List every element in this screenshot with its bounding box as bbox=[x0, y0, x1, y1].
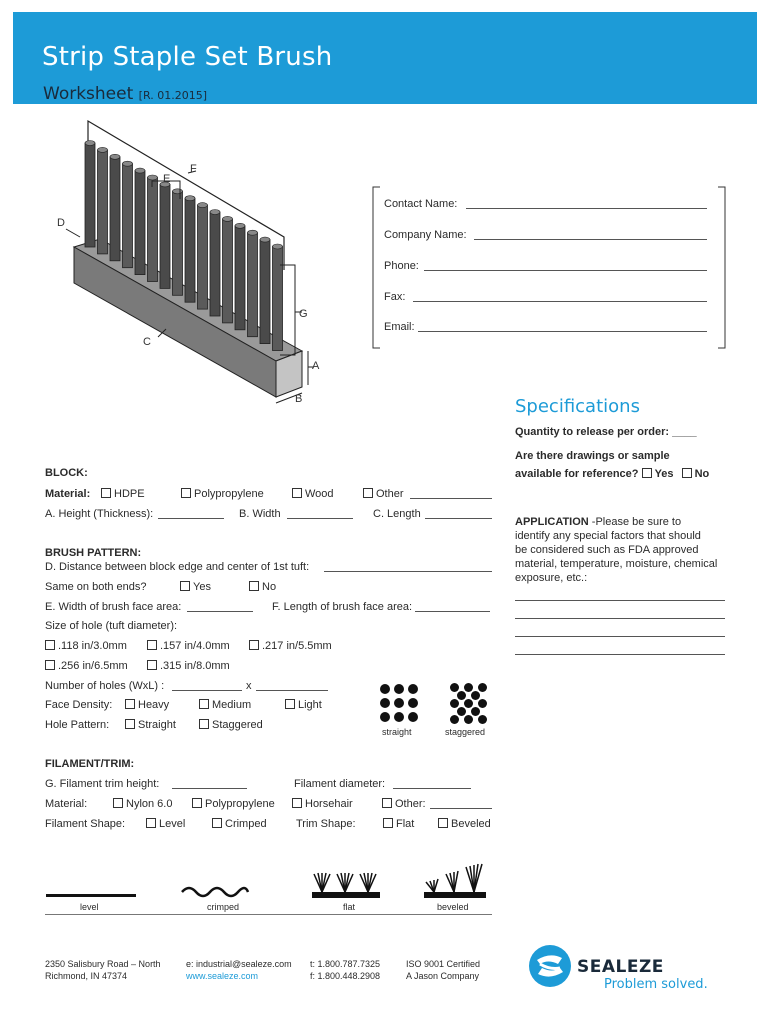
footer-phone: t: 1.800.787.7325 bbox=[310, 959, 381, 969]
footer-iso: ISO 9001 Certified bbox=[406, 959, 481, 969]
face-length-field[interactable] bbox=[415, 611, 490, 612]
label-b: B bbox=[295, 393, 303, 405]
brush-tuft bbox=[273, 247, 283, 351]
label-a: A bbox=[312, 360, 320, 372]
fax-label: Fax: bbox=[384, 291, 406, 303]
brush-tuft bbox=[85, 143, 95, 247]
block-heading: BLOCK: bbox=[45, 467, 88, 479]
beveled-label: Beveled bbox=[451, 818, 491, 830]
straight-label: Straight bbox=[138, 719, 176, 731]
drawings-question-line1: Are there drawings or sample bbox=[515, 450, 670, 462]
company-name-field[interactable] bbox=[474, 239, 707, 240]
drawings-question-line2 bbox=[515, 468, 709, 481]
density-heavy[interactable] bbox=[125, 699, 169, 712]
brush-tuft bbox=[123, 164, 133, 268]
filament-heading: FILAMENT/TRIM: bbox=[45, 758, 135, 770]
holes-x: x bbox=[246, 680, 252, 692]
flat-label: Flat bbox=[396, 818, 415, 830]
hole-size-label: Size of hole (tuft diameter): bbox=[45, 620, 178, 632]
email-label: Email: bbox=[384, 321, 415, 333]
application-field-2[interactable] bbox=[515, 618, 725, 619]
width-label: B. Width bbox=[239, 508, 281, 520]
specifications-heading: Specifications bbox=[515, 396, 640, 417]
option-nylon[interactable] bbox=[113, 798, 172, 811]
size-option-256[interactable] bbox=[45, 660, 128, 673]
option-beveled[interactable] bbox=[438, 818, 491, 831]
size-option-315[interactable] bbox=[147, 660, 230, 673]
brand-tagline: Problem solved. bbox=[604, 977, 708, 992]
size-256-checkbox[interactable] bbox=[45, 660, 55, 670]
brush-tuft-top bbox=[260, 237, 270, 242]
filament-other-label: Other: bbox=[395, 798, 426, 810]
distance-field[interactable] bbox=[324, 571, 492, 572]
sealeze-logo-icon bbox=[528, 944, 572, 988]
brush-tuft bbox=[223, 219, 233, 323]
brush-tuft-top bbox=[110, 154, 120, 159]
label-d: D bbox=[57, 217, 65, 229]
label-f: F bbox=[190, 163, 197, 175]
nylon-checkbox[interactable] bbox=[113, 798, 123, 808]
company-name-label: Company Name: bbox=[384, 229, 467, 241]
staggered-label: Staggered bbox=[212, 719, 263, 731]
horsehair-checkbox[interactable] bbox=[292, 798, 302, 808]
wood-label: Wood bbox=[305, 488, 334, 500]
size-157-checkbox[interactable] bbox=[147, 640, 157, 650]
size-315-label: .315 in/8.0mm bbox=[160, 660, 230, 672]
block-other-checkbox[interactable] bbox=[363, 488, 373, 498]
trim-height-label: G. Filament trim height: bbox=[45, 778, 160, 790]
size-118-label: .118 in/3.0mm bbox=[58, 640, 127, 652]
fax-field[interactable] bbox=[413, 301, 707, 302]
beveled-checkbox[interactable] bbox=[438, 818, 448, 828]
size-option-157[interactable] bbox=[147, 640, 230, 653]
brush-tuft-top bbox=[185, 196, 195, 201]
holes-length-field[interactable] bbox=[256, 690, 328, 691]
pattern-straight[interactable] bbox=[125, 719, 176, 732]
contact-name-label: Contact Name: bbox=[384, 198, 458, 210]
diameter-field[interactable] bbox=[393, 788, 471, 789]
option-crimped[interactable] bbox=[212, 818, 267, 831]
holes-label: Number of holes (WxL) : bbox=[45, 680, 165, 692]
page-subtitle bbox=[43, 84, 207, 104]
straight-pattern-icon bbox=[378, 682, 420, 724]
brush-tuft-top bbox=[98, 147, 108, 152]
footer-company: A Jason Company bbox=[406, 971, 480, 981]
distance-label: D. Distance between block edge and center of 1st tuft: bbox=[45, 561, 310, 573]
option-filament-other[interactable] bbox=[382, 798, 426, 811]
contact-name-field[interactable] bbox=[466, 208, 707, 209]
drawings-yes-label: Yes bbox=[654, 468, 674, 480]
captions-divider bbox=[45, 914, 492, 915]
option-block-other[interactable] bbox=[363, 488, 404, 501]
application-line4: material, temperature, moisture, chemical bbox=[515, 558, 718, 570]
flat-trim-icon bbox=[310, 868, 382, 900]
brush-tuft-top bbox=[248, 230, 258, 235]
heavy-checkbox[interactable] bbox=[125, 699, 135, 709]
brush-tuft bbox=[260, 240, 270, 344]
brush-diagram bbox=[40, 115, 330, 415]
same-ends-yes[interactable] bbox=[180, 581, 211, 594]
block-material-label: Material: bbox=[45, 488, 91, 500]
hdpe-label: HDPE bbox=[114, 488, 145, 500]
block-polypropylene-checkbox[interactable] bbox=[181, 488, 191, 498]
application-field-3[interactable] bbox=[515, 636, 725, 637]
application-label: APPLICATION bbox=[515, 516, 589, 528]
application-field-1[interactable] bbox=[515, 600, 725, 601]
level-label: Level bbox=[159, 818, 186, 830]
brush-tuft bbox=[98, 150, 108, 254]
brush-tuft bbox=[185, 198, 195, 302]
same-ends-no-checkbox[interactable] bbox=[249, 581, 259, 591]
height-field[interactable] bbox=[158, 518, 224, 519]
brush-tuft bbox=[135, 171, 145, 275]
application-text1: -Please be sure to bbox=[588, 516, 682, 528]
option-flat[interactable] bbox=[383, 818, 414, 831]
crimped-caption: crimped bbox=[207, 902, 240, 912]
drawings-question-text: available for reference? bbox=[515, 468, 639, 480]
pattern-staggered[interactable] bbox=[199, 719, 263, 732]
brush-tuft-top bbox=[135, 168, 145, 173]
brand-name: SEALEZE bbox=[577, 957, 664, 977]
density-light[interactable] bbox=[285, 699, 322, 712]
brush-tuft-top bbox=[273, 244, 283, 249]
revision-text: [R. 01.2015] bbox=[138, 89, 207, 102]
length-label: C. Length bbox=[373, 508, 421, 520]
light-checkbox[interactable] bbox=[285, 699, 295, 709]
brush-tuft bbox=[235, 226, 245, 330]
height-label: A. Height (Thickness): bbox=[45, 508, 154, 520]
block-polypropylene-label: Polypropylene bbox=[194, 488, 264, 500]
medium-checkbox[interactable] bbox=[199, 699, 209, 709]
drawings-yes-checkbox[interactable] bbox=[642, 468, 652, 478]
filament-polypropylene-checkbox[interactable] bbox=[192, 798, 202, 808]
filament-other-field[interactable] bbox=[430, 808, 492, 809]
heavy-label: Heavy bbox=[138, 699, 170, 711]
medium-label: Medium bbox=[212, 699, 252, 711]
option-level[interactable] bbox=[146, 818, 185, 831]
beveled-trim-icon bbox=[422, 862, 488, 900]
brush-tuft-top bbox=[235, 223, 245, 228]
brush-tuft bbox=[210, 212, 220, 316]
option-block-polypropylene[interactable] bbox=[181, 488, 264, 501]
brush-tuft-top bbox=[173, 189, 183, 194]
option-wood[interactable] bbox=[292, 488, 334, 501]
footer-address-1: 2350 Salisbury Road – North bbox=[45, 959, 161, 969]
trim-height-field[interactable] bbox=[172, 788, 247, 789]
application-line5: exposure, etc.: bbox=[515, 572, 588, 584]
brush-tuft-top bbox=[85, 141, 95, 146]
email-field[interactable] bbox=[418, 331, 707, 332]
block-other-field[interactable] bbox=[410, 498, 492, 499]
density-medium[interactable] bbox=[199, 699, 251, 712]
application-field-4[interactable] bbox=[515, 654, 725, 655]
staggered-pattern-icon bbox=[448, 682, 490, 724]
level-filament-icon bbox=[46, 894, 136, 897]
filament-other-checkbox[interactable] bbox=[382, 798, 392, 808]
crimped-checkbox[interactable] bbox=[212, 818, 222, 828]
face-length-label: F. Length of brush face area: bbox=[272, 601, 413, 613]
page-title: Strip Staple Set Brush bbox=[42, 42, 333, 72]
diameter-label: Filament diameter: bbox=[294, 778, 386, 790]
brush-tuft-top bbox=[210, 210, 220, 215]
brush-tuft bbox=[248, 233, 258, 337]
staggered-caption: staggered bbox=[445, 727, 486, 737]
option-horsehair[interactable] bbox=[292, 798, 353, 811]
label-g: G bbox=[299, 308, 308, 320]
brush-tuft bbox=[110, 157, 120, 261]
hole-pattern-label: Hole Pattern: bbox=[45, 719, 110, 731]
footer-website-link[interactable]: www.sealeze.com bbox=[186, 971, 259, 981]
filament-material-label: Material: bbox=[45, 798, 88, 810]
crimped-filament-icon bbox=[180, 884, 250, 900]
phone-label: Phone: bbox=[384, 260, 419, 272]
quantity-label: Quantity to release per order: ____ bbox=[515, 426, 697, 438]
label-c: C bbox=[143, 336, 151, 348]
flat-checkbox[interactable] bbox=[383, 818, 393, 828]
length-field[interactable] bbox=[425, 518, 492, 519]
brush-tuft-top bbox=[148, 175, 158, 180]
level-caption: level bbox=[80, 902, 99, 912]
holes-width-field[interactable] bbox=[172, 690, 242, 691]
subtitle-text: Worksheet bbox=[43, 84, 134, 104]
flat-caption: flat bbox=[343, 902, 356, 912]
level-checkbox[interactable] bbox=[146, 818, 156, 828]
size-217-checkbox[interactable] bbox=[249, 640, 259, 650]
straight-checkbox[interactable] bbox=[125, 719, 135, 729]
footer-fax: f: 1.800.448.2908 bbox=[310, 971, 381, 981]
same-ends-no-label: No bbox=[262, 581, 277, 593]
horsehair-label: Horsehair bbox=[305, 798, 353, 810]
brush-tuft-top bbox=[123, 161, 133, 166]
size-option-118[interactable] bbox=[45, 640, 127, 653]
size-157-label: .157 in/4.0mm bbox=[160, 640, 230, 652]
width-field[interactable] bbox=[287, 518, 353, 519]
crimped-label: Crimped bbox=[225, 818, 267, 830]
block-other-label: Other bbox=[376, 488, 404, 500]
filament-polypropylene-label: Polypropylene bbox=[205, 798, 275, 810]
trim-shape-label: Trim Shape: bbox=[296, 818, 356, 830]
option-filament-polypropylene[interactable] bbox=[192, 798, 275, 811]
phone-field[interactable] bbox=[424, 270, 707, 271]
filament-shape-label: Filament Shape: bbox=[45, 818, 126, 830]
size-256-label: .256 in/6.5mm bbox=[58, 660, 128, 672]
application-line3: be considered such as FDA approved bbox=[515, 544, 699, 556]
wood-checkbox[interactable] bbox=[292, 488, 302, 498]
size-118-checkbox[interactable] bbox=[45, 640, 55, 650]
light-label: Light bbox=[298, 699, 322, 711]
application-line1 bbox=[515, 516, 681, 529]
footer-email[interactable]: e: industrial@sealeze.com bbox=[186, 959, 292, 969]
brush-tuft-top bbox=[198, 203, 208, 208]
density-label: Face Density: bbox=[45, 699, 113, 711]
brush-tuft bbox=[198, 205, 208, 309]
footer-address-2: Richmond, IN 47374 bbox=[45, 971, 128, 981]
application-line2: identify any special factors that should bbox=[515, 530, 701, 542]
same-ends-label: Same on both ends? bbox=[45, 581, 147, 593]
brush-tuft-top bbox=[223, 216, 233, 221]
size-217-label: .217 in/5.5mm bbox=[262, 640, 332, 652]
size-315-checkbox[interactable] bbox=[147, 660, 157, 670]
same-ends-yes-label: Yes bbox=[193, 581, 211, 593]
face-width-label: E. Width of brush face area: bbox=[45, 601, 182, 613]
face-width-field[interactable] bbox=[187, 611, 253, 612]
hdpe-checkbox[interactable] bbox=[101, 488, 111, 498]
brush-tuft bbox=[173, 191, 183, 295]
drawings-no-checkbox[interactable] bbox=[682, 468, 692, 478]
same-ends-yes-checkbox[interactable] bbox=[180, 581, 190, 591]
brush-pattern-heading: BRUSH PATTERN: bbox=[45, 547, 142, 559]
brush-tuft bbox=[160, 184, 170, 288]
option-hdpe[interactable] bbox=[101, 488, 145, 501]
same-ends-no[interactable] bbox=[249, 581, 276, 594]
brush-tuft bbox=[148, 178, 158, 282]
label-e: E bbox=[163, 173, 171, 185]
staggered-checkbox[interactable] bbox=[199, 719, 209, 729]
size-option-217[interactable] bbox=[249, 640, 332, 653]
header-banner bbox=[13, 12, 757, 104]
nylon-label: Nylon 6.0 bbox=[126, 798, 173, 810]
drawings-no-label: No bbox=[694, 468, 710, 480]
beveled-caption: beveled bbox=[437, 902, 469, 912]
straight-caption: straight bbox=[382, 727, 412, 737]
